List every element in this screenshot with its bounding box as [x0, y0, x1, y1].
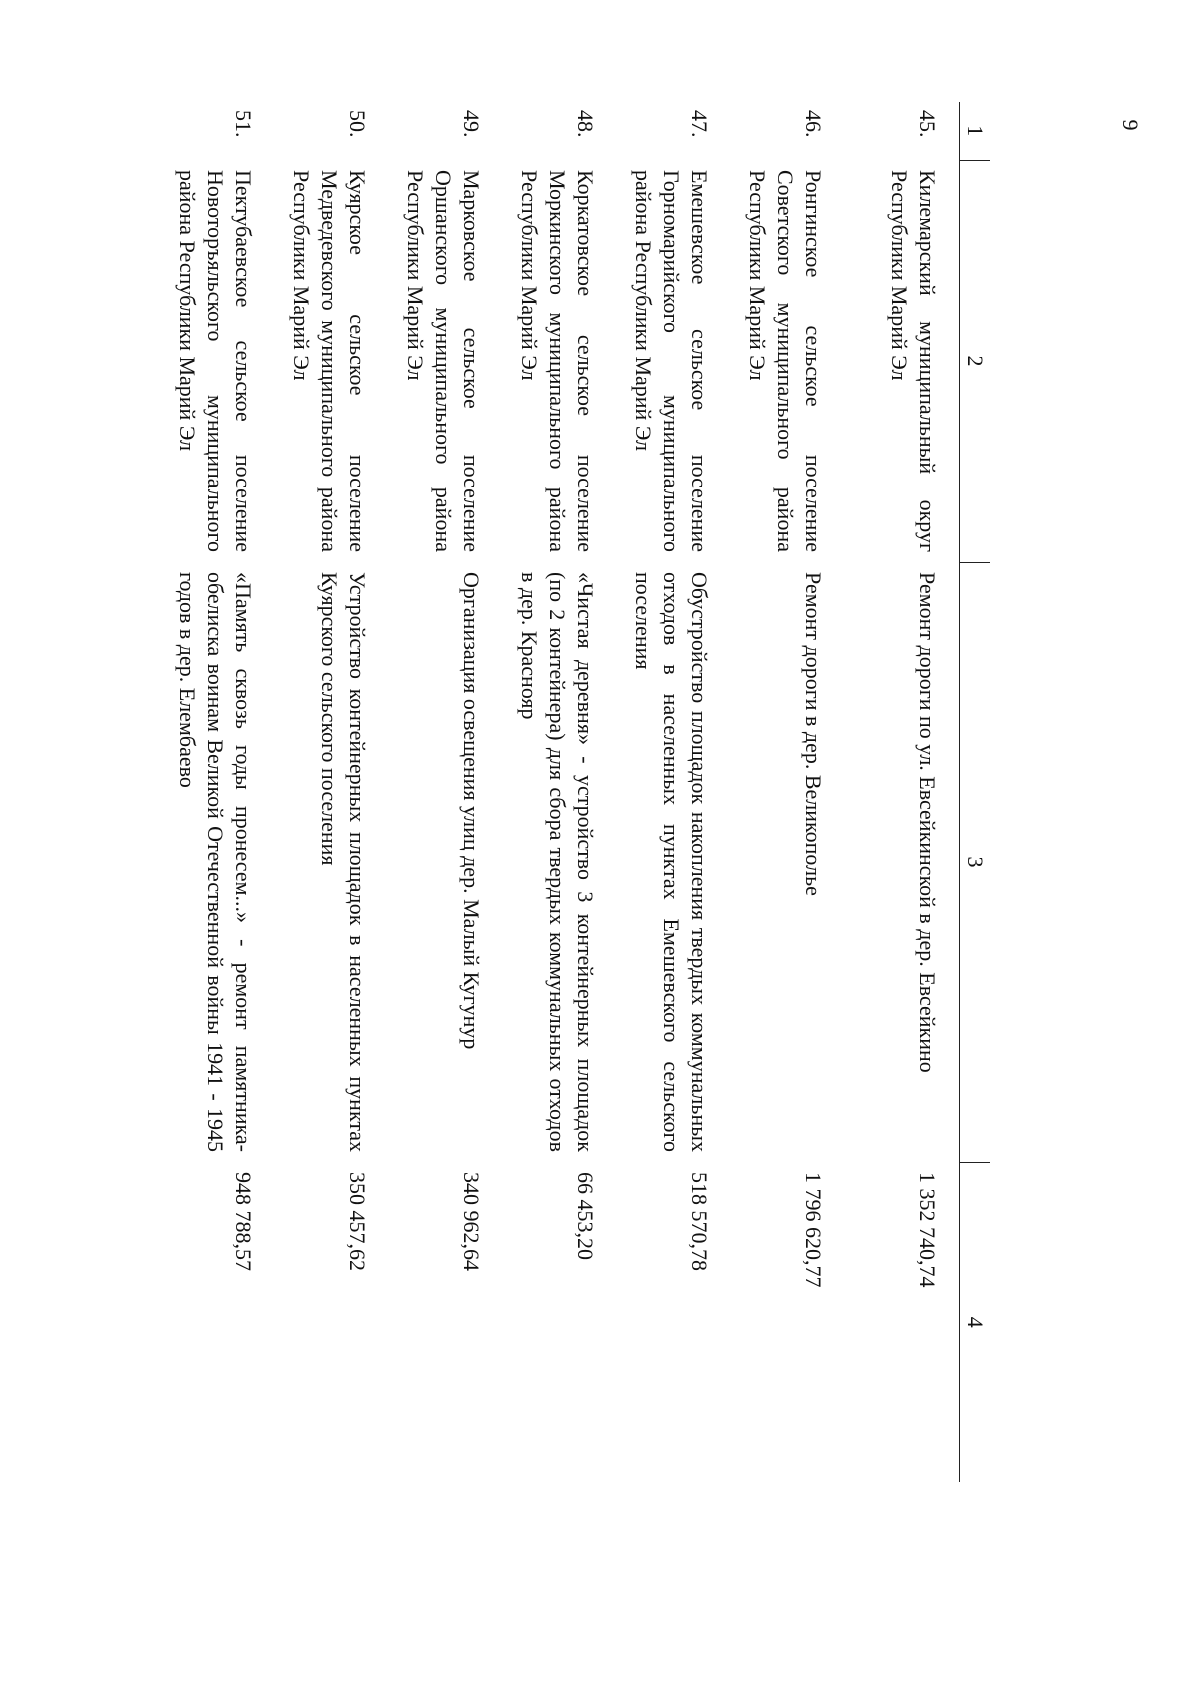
project-cell: Ремонт дороги по ул. Евсейкинской в дер. Евсейкино: [915, 572, 940, 1073]
table-row: [845, 102, 960, 1482]
municipality-cell: Ронгинское сельское поселение Советского муниципального района Республики Марий Эл: [744, 170, 826, 552]
municipality-cell: Марковское сельское поселение Оршанского муниципального района Республики Марий Эл: [402, 170, 484, 552]
funding-table: [141, 102, 990, 1482]
project-cell: Ремонт дороги в дер. Великополье: [801, 572, 826, 896]
amount-cell: 340 962,64: [459, 1172, 484, 1271]
amount-cell: 1 352 740,74: [915, 1172, 940, 1288]
page-number: 9: [1118, 119, 1143, 131]
row-number: 45.: [915, 110, 940, 138]
amount-cell: 948 788,57: [231, 1172, 256, 1271]
row-number: 48.: [573, 110, 598, 138]
table-row: [617, 102, 731, 1482]
project-cell: Обустройство площадок накопления твердых коммунальных отходов в населенных пунктах Емешевского сельского поселения: [630, 572, 712, 1152]
municipality-cell: Пектубаевское сельское поселение Новоторъяльского муниципального района Республики Марий Эл: [174, 170, 256, 552]
table-row: [389, 102, 503, 1482]
column-header-2: 2: [960, 160, 991, 562]
project-cell: «Память сквозь годы пронесем...» - ремонт памятника-обелиска воинам Великой Отечественной войны 1941 - 1945 годов в дер. Елембаево: [174, 572, 256, 1152]
project-cell: «Чистая деревня» - устройство 3 контейнерных площадок (по 2 контейнера) для сбора твердых коммунальных отходов в дер. Краснояр: [516, 572, 598, 1152]
row-number: 49.: [459, 110, 484, 138]
amount-cell: 518 570,78: [687, 1172, 712, 1271]
amount-cell: 66 453,20: [573, 1172, 598, 1260]
table-row: [731, 102, 845, 1482]
row-number: 51.: [231, 110, 256, 138]
column-header-1: 1: [960, 102, 991, 160]
table-header-row: [960, 102, 991, 1482]
row-number: 46.: [801, 110, 826, 138]
column-header-4: 4: [960, 1162, 991, 1482]
municipality-cell: Емешевское сельское поселение Горномарийского муниципального района Республики Марий Эл: [630, 170, 712, 552]
project-cell: Устройство контейнерных площадок в населенных пунктах Куярского сельского поселения: [316, 572, 370, 1152]
row-number: 47.: [687, 110, 712, 138]
table-row: [503, 102, 617, 1482]
amount-cell: 350 457,62: [345, 1172, 370, 1271]
municipality-cell: Куярское сельское поселение Медведевского муниципального района Республики Марий Эл: [288, 170, 370, 552]
municipality-cell: Килемарский муниципальный округ Республики Марий Эл: [886, 170, 940, 552]
project-cell: Организация освещения улиц дер. Малый Кугунур: [459, 572, 484, 1050]
column-header-3: 3: [960, 562, 991, 1162]
table-row: [275, 102, 389, 1482]
table-row: [141, 102, 275, 1482]
municipality-cell: Коркатовское сельское поселение Моркинского муниципального района Республики Марий Эл: [516, 170, 598, 552]
row-number: 50.: [345, 110, 370, 138]
amount-cell: 1 796 620,77: [801, 1172, 826, 1288]
